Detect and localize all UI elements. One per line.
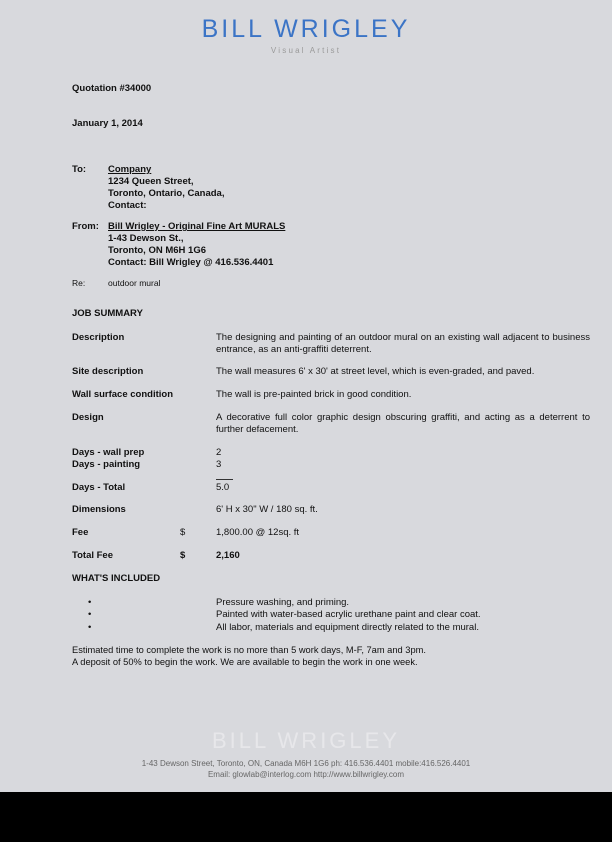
- quotation-number: Quotation #34000: [72, 83, 152, 94]
- days-painting-value: 3: [216, 459, 222, 470]
- days-total-label: Days - Total: [72, 482, 126, 493]
- letterhead: [0, 14, 612, 55]
- description-value: The designing and painting of an outdoor mural on an existing wall adjacent to business entrance, as an anti-graffiti deterrent.: [216, 332, 590, 355]
- bullet-icon: •: [88, 621, 92, 633]
- note-line: Estimated time to complete the work is no more than 5 work days, M-F, 7am and 3pm.: [72, 645, 426, 655]
- from-line: 1-43 Dewson St.,: [108, 233, 184, 244]
- days-prep-value: 2: [216, 447, 222, 458]
- notes: [72, 644, 426, 668]
- list-item-text: All labor, materials and equipment directly related to the mural.: [216, 621, 479, 633]
- whats-included-heading: WHAT'S INCLUDED: [72, 573, 161, 584]
- from-line: Contact: Bill Wrigley @ 416.536.4401: [108, 257, 274, 268]
- fee-currency: $: [180, 527, 186, 538]
- total-fee-label: Total Fee: [72, 550, 113, 561]
- footer-brand: BILL WRIGLEY: [211, 728, 400, 753]
- to-address: [108, 164, 224, 212]
- fee-value: 1,800.00 @ 12sq. ft: [216, 527, 300, 538]
- to-line: Toronto, Ontario, Canada,: [108, 188, 225, 199]
- from-address: [108, 221, 285, 269]
- re-value: outdoor mural: [108, 278, 161, 288]
- fee-label: Fee: [72, 527, 89, 538]
- bullet-icon: •: [88, 609, 92, 621]
- days-prep-label: Days - wall prep: [72, 447, 145, 458]
- dimensions-value: 6' H x 30" W / 180 sq. ft.: [216, 504, 318, 515]
- brand-subtitle: Visual Artist: [270, 46, 342, 55]
- list-item-text: Pressure washing, and priming.: [216, 597, 350, 608]
- to-line: 1234 Queen Street,: [108, 176, 194, 187]
- days-total-value: 5.0: [216, 482, 230, 493]
- to-company: Company: [108, 164, 152, 175]
- from-label: From:: [72, 221, 99, 232]
- footer-contact: Email: glowlab@interlog.com http://www.billwrigley.com: [207, 770, 405, 779]
- total-fee-value: 2,160: [216, 550, 240, 561]
- dimensions-label: Dimensions: [72, 504, 126, 515]
- site-description-value: The wall measures 6' x 30' at street level, which is even-graded, and paved.: [216, 366, 535, 377]
- job-summary-heading: JOB SUMMARY: [72, 308, 143, 319]
- days-painting-label: Days - painting: [72, 459, 141, 470]
- total-fee-currency: $: [180, 550, 186, 561]
- design-value: A decorative full color graphic design obscuring graffiti, and acting as a deterrent to further defacement.: [216, 412, 590, 435]
- bottom-black-bar: [0, 792, 612, 842]
- list-item-text: Painted with water-based acrylic urethane paint and clear coat.: [216, 609, 481, 621]
- from-line: Toronto, ON M6H 1G6: [108, 245, 206, 256]
- to-line: Contact:: [108, 200, 147, 211]
- note-line: A deposit of 50% to begin the work. We are available to begin the work in one week.: [72, 657, 418, 667]
- to-label: To:: [72, 164, 87, 175]
- site-description-label: Site description: [72, 366, 144, 377]
- bullet-icon: •: [88, 597, 92, 608]
- description-label: Description: [72, 332, 125, 343]
- wall-condition-value: The wall is pre-painted brick in good condition.: [216, 389, 412, 400]
- quotation-date: January 1, 2014: [72, 118, 143, 129]
- sum-divider: [216, 479, 233, 480]
- re-label: Re:: [72, 278, 86, 288]
- footer-address: 1-43 Dewson Street, Toronto, ON, Canada M6H 1G6 ph: 416.536.4401 mobile:416.526.4401: [141, 759, 471, 768]
- brand-name: BILL WRIGLEY: [201, 15, 411, 43]
- wall-condition-label: Wall surface condition: [72, 389, 173, 400]
- design-label: Design: [72, 412, 104, 423]
- from-company: Bill Wrigley - Original Fine Art MURALS: [108, 221, 286, 232]
